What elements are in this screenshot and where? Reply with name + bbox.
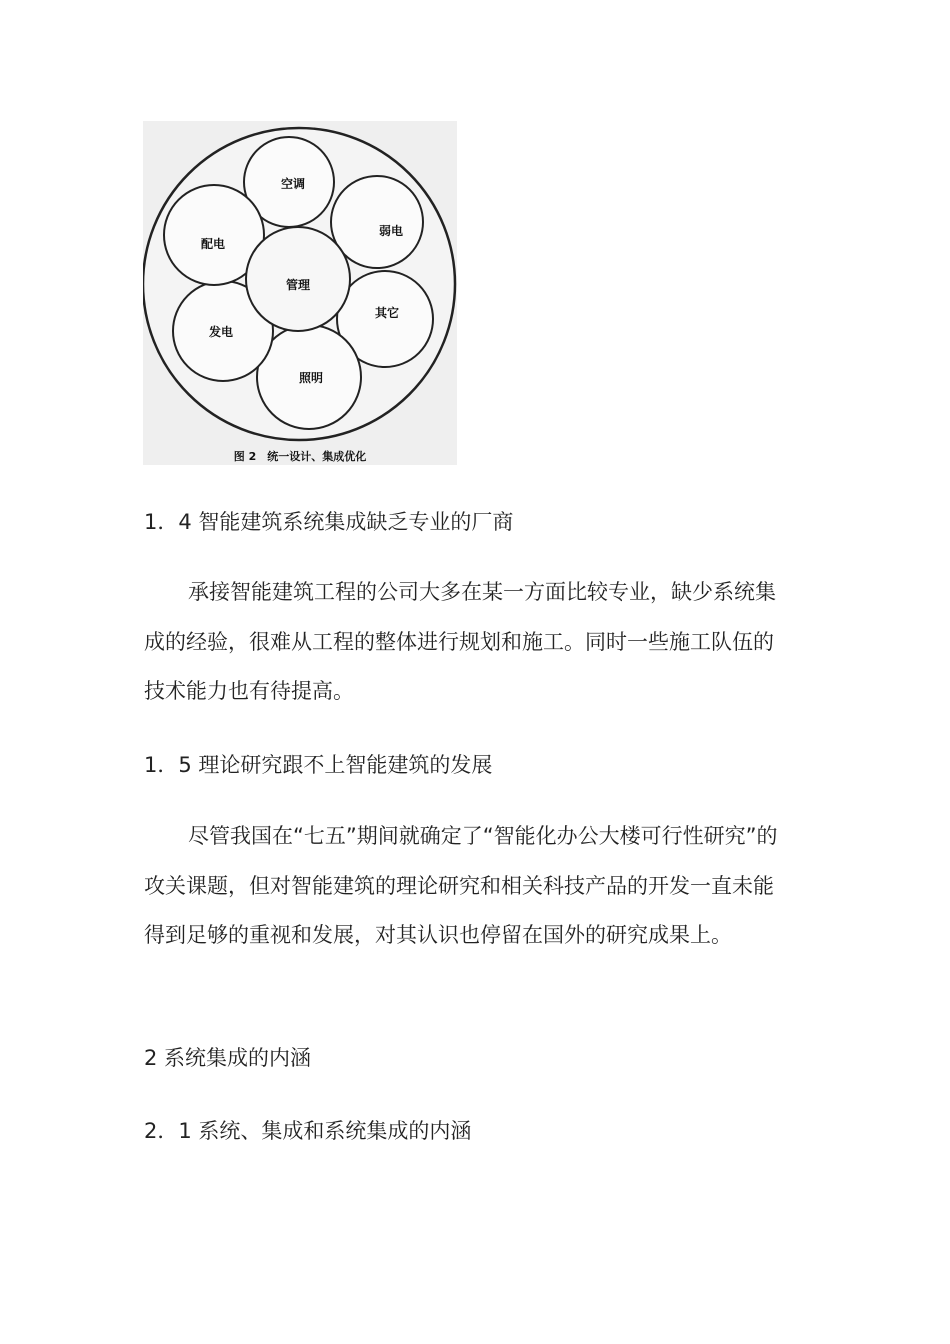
diagram-figure: [143, 121, 457, 465]
label-generation: 发电: [208, 325, 234, 339]
label-ac: 空调: [280, 177, 306, 191]
heading-2: 2 系统集成的内涵: [144, 1046, 312, 1070]
label-lighting: 照明: [298, 371, 324, 385]
label-weak-current: 弱电: [378, 224, 404, 238]
section-2-1: [144, 1117, 794, 1145]
heading-1-5: 1．5 理论研究跟不上智能建筑的发展: [144, 753, 493, 777]
label-distribution: 配电: [200, 237, 226, 251]
paragraph-1-5: 尽管我国在“七五”期间就确定了“智能化办公大楼可行性研究”的攻关课题，但对智能建筑的理论研究和相关科技产品的开发一直未能得到足够的重视和发展，对其认识也停留在国外的研究成果上。: [144, 824, 778, 947]
label-management: 管理: [285, 278, 311, 292]
section-2: [144, 1044, 794, 1072]
figure-caption: 图 2 统一设计、集成优化: [233, 450, 367, 463]
section-1-4: [144, 508, 794, 536]
heading-2-1: 2．1 系统、集成和系统集成的内涵: [144, 1119, 472, 1143]
label-other: 其它: [374, 306, 400, 320]
system-integration-diagram: [143, 121, 457, 465]
heading-1-4: 1．4 智能建筑系统集成缺乏专业的厂商: [144, 510, 514, 534]
paragraph-1-4: 承接智能建筑工程的公司大多在某一方面比较专业，缺少系统集成的经验，很难从工程的整体进行规划和施工。同时一些施工队伍的技术能力也有待提高。: [144, 580, 776, 703]
section-1-5: [144, 751, 794, 779]
paragraph-1-4-block: [144, 568, 794, 717]
paragraph-1-5-block: [144, 812, 794, 961]
